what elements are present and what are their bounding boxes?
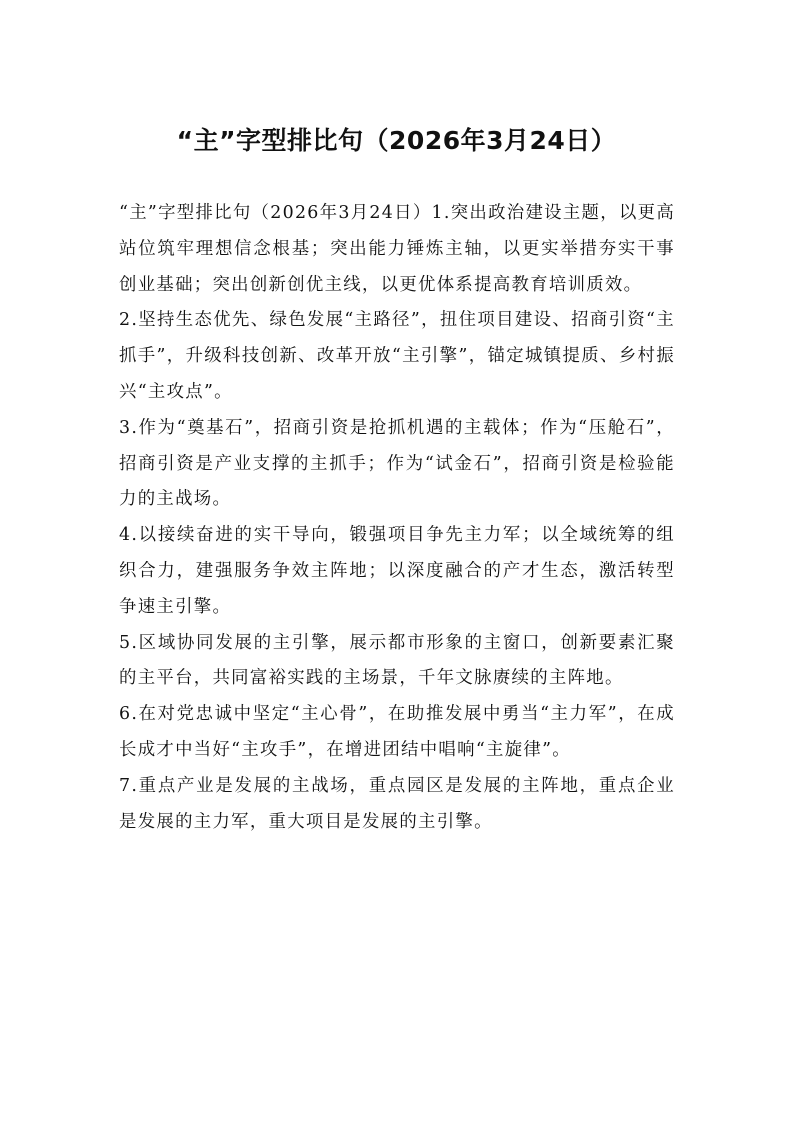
paragraph-6: 6.在对党忠诚中坚定“主心骨”，在助推发展中勇当“主力军”，在成长成才中当好“主攻手”，在增进团结中唱响“主旋律”。 [119, 704, 675, 760]
document-body [119, 196, 675, 840]
paragraph-5: 5.区域协同发展的主引擎，展示都市形象的主窗口，创新要素汇聚的主平台，共同富裕实践的主场景，千年文脉赓续的主阵地。 [119, 632, 675, 689]
paragraph-4: 4.以接续奋进的实干导向，锻强项目争先主力军；以全域统筹的组织合力，建强服务争效主阵地；以深度融合的产才生态，激活转型争速主引擎。 [119, 525, 675, 617]
paragraph-2: 2.坚持生态优先、绿色发展“主路径”，扭住项目建设、招商引资“主抓手”，升级科技创新、改革开放“主引擎”，锚定城镇提质、乡村振兴“主攻点”。 [119, 310, 675, 402]
paragraph-3: 3.作为“奠基石”，招商引资是抢抓机遇的主载体；作为“压舱石”，招商引资是产业支撑的主抓手；作为“试金石”，招商引资是检验能力的主战场。 [119, 417, 675, 510]
paragraph-7: 7.重点产业是发展的主战场，重点园区是发展的主阵地，重点企业是发展的主力军，重大项目是发展的主引擎。 [119, 775, 675, 832]
document-title: “主”字型排比句（2026年3月24日） [176, 126, 617, 155]
paragraph-1: “主”字型排比句（2026年3月24日）1.突出政治建设主题，以更高站位筑牢理想信念根基；突出能力锤炼主轴，以更实举措夯实干事创业基础；突出创新创优主线，以更优体系提高教育培训质效。 [119, 203, 676, 295]
